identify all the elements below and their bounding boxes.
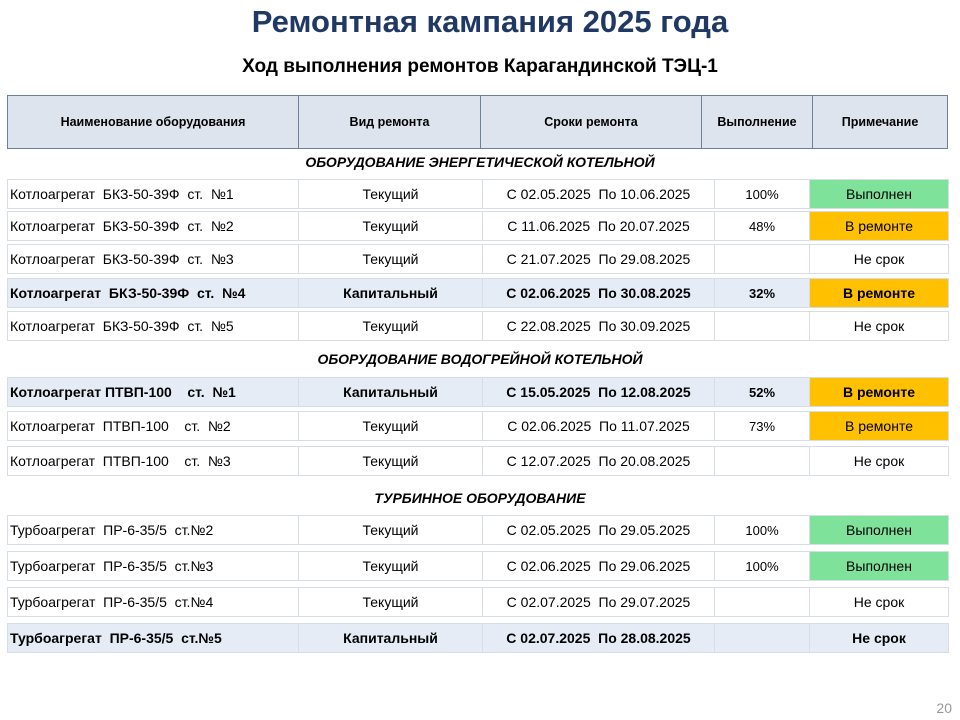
table-row [7,278,949,308]
table-row [7,377,949,407]
repair-dates-cell: С 22.08.2025 По 30.09.2025 [483,312,715,340]
equipment-cell: Котлоагрегат ПТВП-100 ст. №1 [7,378,299,406]
header-repair-dates: Сроки ремонта [480,95,702,149]
section-title-turbines: ТУРБИННОЕ ОБОРУДОВАНИЕ [374,490,586,506]
status-badge: Не срок [810,624,949,652]
table-row [7,244,949,274]
completion-cell [715,312,810,340]
table-row [7,515,949,545]
repair-type-cell: Текущий [299,516,483,544]
status-badge: Не срок [810,588,949,616]
repair-type-cell: Капитальный [299,624,483,652]
repair-type-cell: Текущий [299,588,483,616]
completion-cell: 32% [715,279,810,307]
header-repair-type: Вид ремонта [298,95,481,149]
status-badge: Не срок [810,312,949,340]
table-row [7,179,949,209]
completion-cell [715,447,810,475]
repair-dates-cell: С 02.07.2025 По 29.07.2025 [483,588,715,616]
status-badge: В ремонте [810,378,949,406]
table-row [7,211,949,241]
repair-dates-cell: С 02.05.2025 По 10.06.2025 [483,180,715,208]
table-row [7,623,949,653]
repair-type-cell: Капитальный [299,279,483,307]
completion-cell [715,588,810,616]
header-completion: Выполнение [701,95,813,149]
repair-dates-cell: С 02.06.2025 По 11.07.2025 [483,412,715,440]
equipment-cell: Котлоагрегат БКЗ-50-39Ф ст. №4 [7,279,299,307]
completion-cell [715,624,810,652]
table-row [7,446,949,476]
repair-dates-cell: С 12.07.2025 По 20.08.2025 [483,447,715,475]
table-row [7,551,949,581]
equipment-cell: Котлоагрегат ПТВП-100 ст. №3 [7,447,299,475]
repair-dates-cell: С 02.07.2025 По 28.08.2025 [483,624,715,652]
status-badge: Не срок [810,447,949,475]
status-badge: В ремонте [810,279,949,307]
status-badge: В ремонте [810,412,949,440]
equipment-cell: Котлоагрегат ПТВП-100 ст. №2 [7,412,299,440]
completion-cell [715,245,810,273]
table-header [7,95,948,149]
page-subtitle: Ход выполнения ремонтов Карагандинской ТЭЦ-1 [242,56,718,77]
status-badge: Не срок [810,245,949,273]
completion-cell: 100% [715,180,810,208]
equipment-cell: Турбоагрегат ПР-6-35/5 ст.№5 [7,624,299,652]
repair-type-cell: Текущий [299,245,483,273]
repair-type-cell: Текущий [299,312,483,340]
table-row [7,411,949,441]
repair-dates-cell: С 11.06.2025 По 20.07.2025 [483,212,715,240]
repair-type-cell: Капитальный [299,378,483,406]
repair-type-cell: Текущий [299,412,483,440]
section-title-water-boilers: ОБОРУДОВАНИЕ ВОДОГРЕЙНОЙ КОТЕЛЬНОЙ [317,351,643,367]
page-number: 20 [936,700,952,716]
repair-dates-cell: С 02.05.2025 По 29.05.2025 [483,516,715,544]
equipment-cell: Котлоагрегат БКЗ-50-39Ф ст. №1 [7,180,299,208]
completion-cell: 100% [715,516,810,544]
header-note: Примечание [812,95,948,149]
repair-dates-cell: С 02.06.2025 По 29.06.2025 [483,552,715,580]
completion-cell: 52% [715,378,810,406]
status-badge: Выполнен [810,552,949,580]
table-row [7,587,949,617]
equipment-cell: Котлоагрегат БКЗ-50-39Ф ст. №2 [7,212,299,240]
repair-dates-cell: С 15.05.2025 По 12.08.2025 [483,378,715,406]
equipment-cell: Котлоагрегат БКЗ-50-39Ф ст. №3 [7,245,299,273]
repair-type-cell: Текущий [299,552,483,580]
table-row [7,311,949,341]
status-badge: Выполнен [810,180,949,208]
completion-cell: 73% [715,412,810,440]
equipment-cell: Турбоагрегат ПР-6-35/5 ст.№4 [7,588,299,616]
repair-type-cell: Текущий [299,447,483,475]
completion-cell: 100% [715,552,810,580]
repair-type-cell: Текущий [299,212,483,240]
repair-dates-cell: С 21.07.2025 По 29.08.2025 [483,245,715,273]
equipment-cell: Турбоагрегат ПР-6-35/5 ст.№3 [7,552,299,580]
completion-cell: 48% [715,212,810,240]
repair-dates-cell: С 02.06.2025 По 30.08.2025 [483,279,715,307]
page-title: Ремонтная кампания 2025 года [251,4,729,39]
equipment-cell: Турбоагрегат ПР-6-35/5 ст.№2 [7,516,299,544]
header-equipment: Наименование оборудования [7,95,299,149]
status-badge: В ремонте [810,212,949,240]
equipment-cell: Котлоагрегат БКЗ-50-39Ф ст. №5 [7,312,299,340]
status-badge: Выполнен [810,516,949,544]
section-title-power-boilers: ОБОРУДОВАНИЕ ЭНЕРГЕТИЧЕСКОЙ КОТЕЛЬНОЙ [305,154,655,170]
repair-type-cell: Текущий [299,180,483,208]
